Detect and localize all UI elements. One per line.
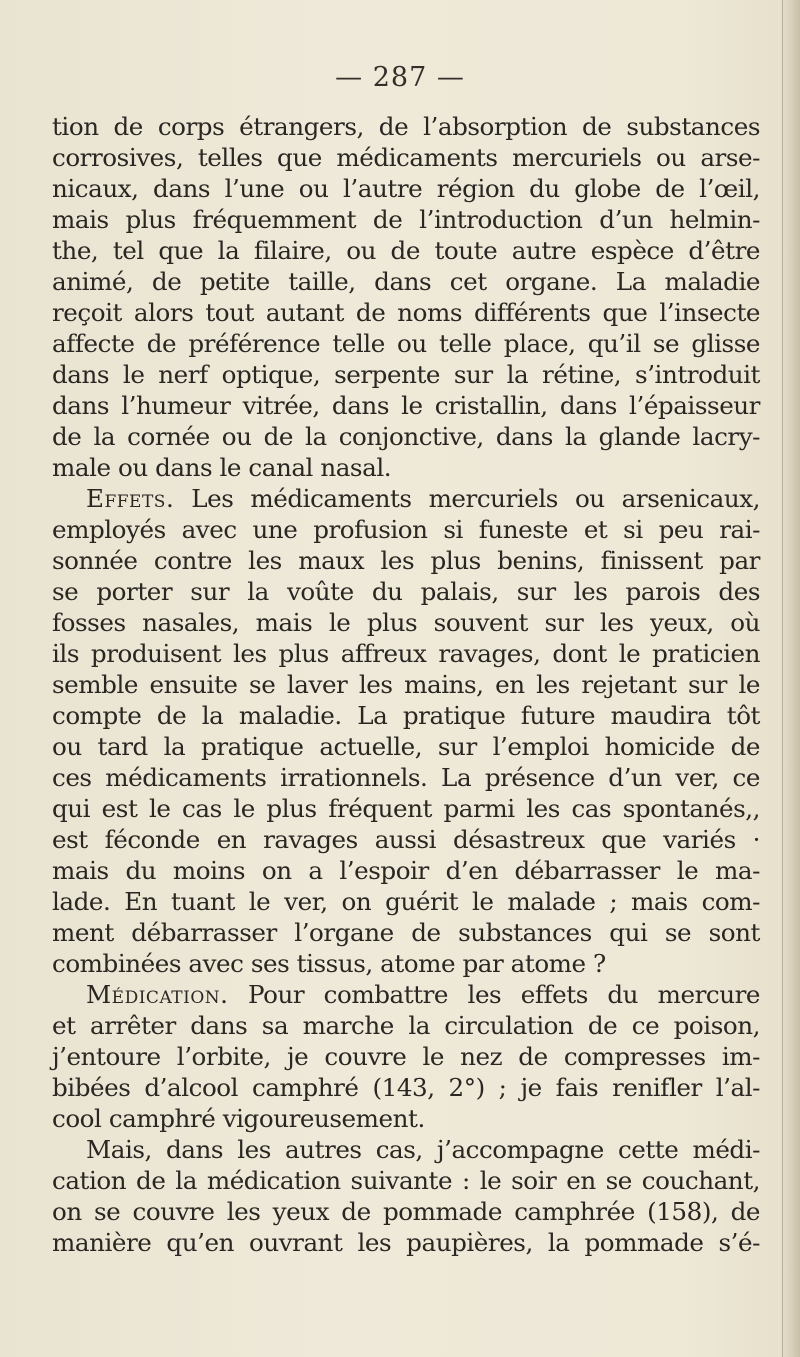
- line-text: Les médicaments mercuriels ou arsenicaux,: [174, 484, 760, 513]
- text-line: [52, 204, 760, 235]
- line-text: mais du moins on a l’espoir d’en débarrasser le ma-: [52, 856, 760, 885]
- text-line: [52, 1010, 760, 1041]
- line-text: male ou dans le canal nasal.: [52, 453, 392, 482]
- line-text: cool camphré vigoureusement.: [52, 1104, 425, 1133]
- text-line: [52, 111, 760, 142]
- text-line: [52, 173, 760, 204]
- page-edge-line: [782, 0, 783, 1357]
- line-text: fosses nasales, mais le plus souvent sur les yeux, où: [52, 608, 760, 637]
- text-line: [52, 824, 760, 855]
- line-text: Pour combattre les effets du mercure: [228, 980, 760, 1009]
- line-text: the, tel que la filaire, ou de toute autre espèce d’être: [52, 236, 760, 265]
- line-text: lade. En tuant le ver, on guérit le malade ; mais com-: [52, 887, 760, 916]
- line-text: Mais, dans les autres cas, j’accompagne cette médi-: [86, 1135, 760, 1164]
- text-line: [52, 297, 760, 328]
- line-text: et arrêter dans sa marche la circulation de ce poison,: [52, 1011, 760, 1040]
- line-text: manière qu’en ouvrant les paupières, la pommade s’é-: [52, 1228, 760, 1257]
- line-text: employés avec une profusion si funeste et si peu rai-: [52, 515, 760, 544]
- line-text: affecte de préférence telle ou telle place, qu’il se glisse: [52, 329, 760, 358]
- line-text: dans le nerf optique, serpente sur la rétine, s’introduit: [52, 360, 760, 389]
- text-line: [52, 390, 760, 421]
- line-text: mais plus fréquemment de l’introduction d’un helmin-: [52, 205, 760, 234]
- text-line: [52, 328, 760, 359]
- text-line: [52, 235, 760, 266]
- line-text: reçoit alors tout autant de noms différents que l’insecte: [52, 298, 760, 327]
- line-text: ment débarrasser l’organe de substances qui se sont: [52, 918, 760, 947]
- line-text: est féconde en ravages aussi désastreux que variés ·: [52, 825, 760, 854]
- section-heading: Effets.: [86, 484, 175, 513]
- text-line: [52, 793, 760, 824]
- line-text: compte de la maladie. La pratique future maudira tôt: [52, 701, 760, 730]
- text-line: [52, 700, 760, 731]
- line-text: cation de la médication suivante : le soir en se couchant,: [52, 1166, 760, 1195]
- line-text: ou tard la pratique actuelle, sur l’emploi homicide de: [52, 732, 760, 761]
- text-line: [52, 948, 760, 979]
- line-text: qui est le cas le plus fréquent parmi les cas spontanés,,: [52, 794, 760, 823]
- text-line: [52, 1196, 760, 1227]
- line-text: nicaux, dans l’une ou l’autre région du globe de l’œil,: [52, 174, 760, 203]
- line-text: tion de corps étrangers, de l’absorption de substances: [52, 112, 760, 141]
- text-line: [52, 731, 760, 762]
- section-heading: Médication.: [86, 980, 229, 1009]
- text-line: [52, 514, 760, 545]
- text-line: [52, 1165, 760, 1196]
- line-text: on se couvre les yeux de pommade camphrée (158), de: [52, 1197, 760, 1226]
- line-text: sonnée contre les maux les plus benins, finissent par: [52, 546, 760, 575]
- line-text: dans l’humeur vitrée, dans le cristallin, dans l’épaisseur: [52, 391, 760, 420]
- line-text: ils produisent les plus affreux ravages, dont le praticien: [52, 639, 760, 668]
- text-line: [52, 452, 760, 483]
- text-line: [52, 142, 760, 173]
- text-line: [52, 669, 760, 700]
- text-line: [52, 1134, 760, 1165]
- text-line: [52, 266, 760, 297]
- text-line: [52, 886, 760, 917]
- line-text: semble ensuite se laver les mains, en les rejetant sur le: [52, 670, 760, 699]
- text-line: [52, 762, 760, 793]
- text-line: [52, 979, 760, 1010]
- text-line: [52, 638, 760, 669]
- body-text: [52, 111, 760, 1258]
- text-line: [52, 1072, 760, 1103]
- text-line: [52, 855, 760, 886]
- text-line: [52, 1103, 760, 1134]
- text-line: [52, 1227, 760, 1258]
- line-text: de la cornée ou de la conjonctive, dans la glande lacry-: [52, 422, 760, 451]
- text-line: [52, 576, 760, 607]
- line-text: combinées avec ses tissus, atome par atome ?: [52, 949, 606, 978]
- text-line: [52, 359, 760, 390]
- line-text: animé, de petite taille, dans cet organe. La maladie: [52, 267, 760, 296]
- text-line: [52, 545, 760, 576]
- text-line: [52, 421, 760, 452]
- line-text: corrosives, telles que médicaments mercuriels ou arse-: [52, 143, 760, 172]
- text-line: [52, 607, 760, 638]
- text-line: [52, 1041, 760, 1072]
- text-line: [52, 483, 760, 514]
- line-text: se porter sur la voûte du palais, sur les parois des: [52, 577, 760, 606]
- text-line: [52, 917, 760, 948]
- line-text: ces médicaments irrationnels. La présence d’un ver, ce: [52, 763, 760, 792]
- line-text: bibées d’alcool camphré (143, 2°) ; je fais renifler l’al-: [52, 1073, 760, 1102]
- page-number-header: — 287 —: [335, 62, 465, 93]
- line-text: j’entoure l’orbite, je couvre le nez de compresses im-: [52, 1042, 760, 1071]
